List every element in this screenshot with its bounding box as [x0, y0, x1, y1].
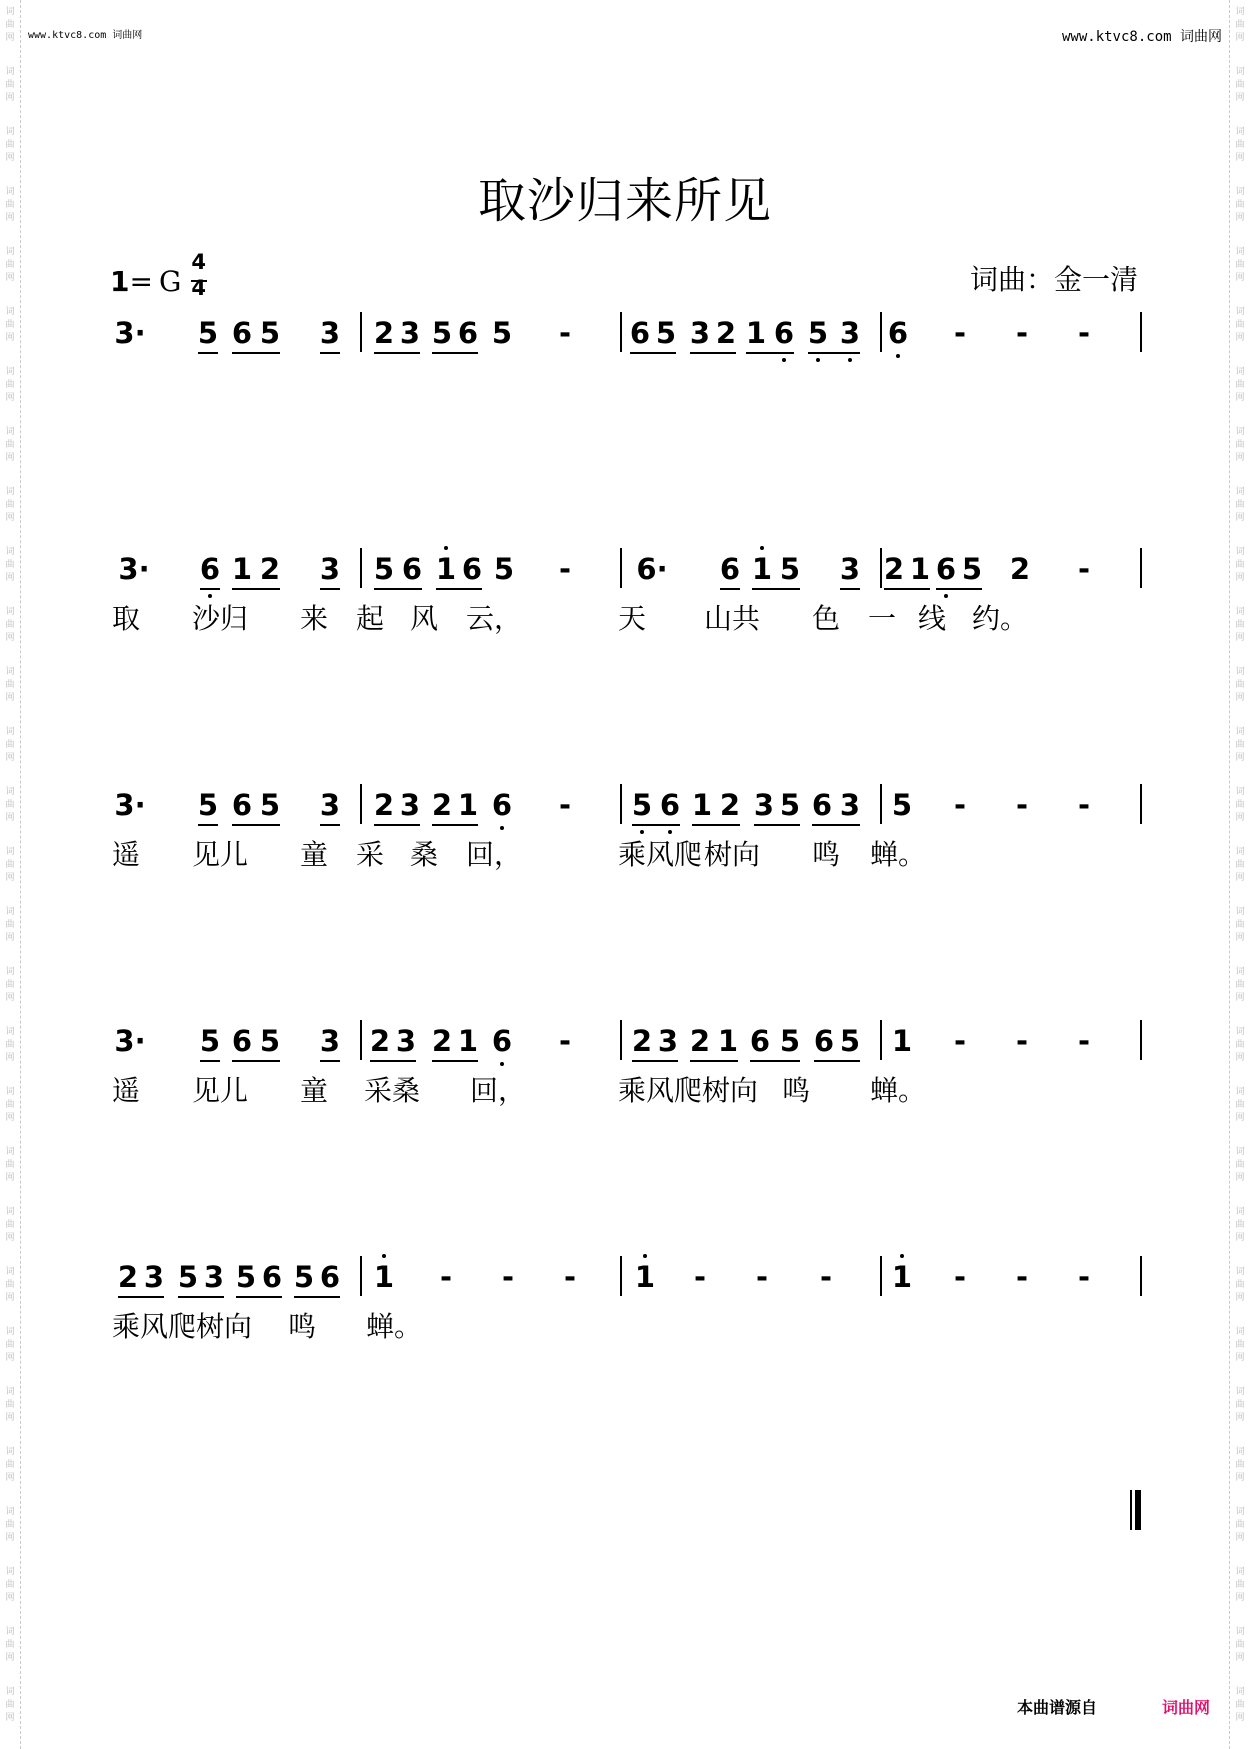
note: 5: [779, 552, 801, 586]
note: 6·: [636, 552, 668, 586]
watermark-mark: 词 曲 网: [5, 1627, 15, 1663]
note: 3: [399, 788, 421, 822]
eighth-beam: [884, 588, 930, 590]
key-tonic: G: [158, 264, 182, 298]
lyric-syllable: 一: [868, 602, 897, 635]
watermark-mark: 词 曲 网: [1235, 1507, 1245, 1543]
watermark-mark: 词 曲 网: [5, 547, 15, 583]
low-octave-dot: [944, 594, 948, 598]
watermark-mark: 词 曲 网: [5, 1387, 15, 1423]
lyric-syllable: 树向: [704, 838, 761, 871]
note: 6: [887, 316, 909, 350]
watermark-mark: 词 曲 网: [1235, 847, 1245, 883]
note: 3: [753, 788, 775, 822]
note: 6: [629, 316, 651, 350]
barline: [1140, 548, 1142, 588]
lyric-syllable: 见儿: [192, 838, 249, 871]
sustain-dash: -: [558, 552, 572, 586]
watermark-mark: 词 曲 网: [1235, 967, 1245, 1003]
eighth-beam: [118, 1296, 164, 1298]
note: 1: [717, 1024, 739, 1058]
note: 2: [373, 316, 395, 350]
watermark-mark: 词 曲 网: [5, 127, 15, 163]
note: 6: [261, 1260, 283, 1294]
watermark-mark: 词 曲 网: [1235, 1027, 1245, 1063]
sustain-dash: -: [693, 1260, 707, 1294]
watermark-mark: 词 曲 网: [5, 667, 15, 703]
sustain-dash: -: [755, 1260, 769, 1294]
lyrics-row: [0, 602, 1250, 642]
eighth-beam: [746, 352, 794, 354]
barline: [620, 548, 622, 588]
sustain-dash: -: [1015, 788, 1029, 822]
low-octave-dot: [208, 594, 212, 598]
note: 5: [259, 788, 281, 822]
watermark-mark: 词 曲 网: [1235, 247, 1245, 283]
note: 2: [715, 316, 737, 350]
note: 2: [431, 788, 453, 822]
note: 5: [493, 552, 515, 586]
watermark-mark: 词 曲 网: [1235, 1087, 1245, 1123]
barline: [360, 784, 362, 824]
note: 3: [319, 552, 341, 586]
note: 1: [457, 788, 479, 822]
eighth-beam: [232, 352, 280, 354]
note: 1: [745, 316, 767, 350]
low-octave-dot: [500, 826, 504, 830]
watermark-mark: 词 曲 网: [5, 1327, 15, 1363]
watermark-mark: 词 曲 网: [1235, 427, 1245, 463]
watermark-mark: 词 曲 网: [1235, 1447, 1245, 1483]
high-octave-dot: [382, 1254, 386, 1258]
watermark-mark: 词 曲 网: [1235, 1327, 1245, 1363]
barline: [360, 1256, 362, 1296]
low-octave-dot: [668, 830, 672, 834]
lyric-syllable: 鸣: [288, 1310, 317, 1343]
watermark-mark: 词 曲 网: [1235, 7, 1245, 43]
watermark-mark: 词 曲 网: [1235, 1387, 1245, 1423]
barline: [360, 548, 362, 588]
note: 5: [891, 788, 913, 822]
note: 2: [631, 1024, 653, 1058]
lyric-syllable: 蝉。: [870, 838, 927, 871]
note: 1: [457, 1024, 479, 1058]
sustain-dash: -: [953, 316, 967, 350]
lyrics-row: [0, 1074, 1250, 1114]
note: 5: [431, 316, 453, 350]
note: 6: [811, 788, 833, 822]
watermark-mark: 词 曲 网: [1235, 667, 1245, 703]
eighth-beam: [198, 824, 218, 826]
watermark-mark: 词 曲 网: [5, 967, 15, 1003]
eighth-beam: [752, 588, 800, 590]
note: 6: [319, 1260, 341, 1294]
eighth-beam: [432, 1060, 478, 1062]
watermark-mark: 词 曲 网: [1235, 547, 1245, 583]
note: 3·: [114, 1024, 146, 1058]
lyric-syllable: 山共: [704, 602, 761, 635]
note: 2: [369, 1024, 391, 1058]
watermark-mark: 词 曲 网: [5, 1567, 15, 1603]
eighth-beam: [432, 824, 478, 826]
note: 1: [435, 552, 457, 586]
barline: [1140, 1020, 1142, 1060]
note: 3: [319, 788, 341, 822]
sustain-dash: -: [563, 1260, 577, 1294]
sustain-dash: -: [953, 1260, 967, 1294]
watermark-mark: 词 曲 网: [1235, 1267, 1245, 1303]
lyric-syllable: 乘风爬树向: [112, 1310, 253, 1343]
note: 6: [461, 552, 483, 586]
note: 3·: [118, 552, 150, 586]
lyric-syllable: 见儿: [192, 1074, 249, 1107]
eighth-beam: [178, 1296, 224, 1298]
sustain-dash: -: [819, 1260, 833, 1294]
lyric-syllable: 云，: [466, 602, 523, 635]
note: 6: [231, 1024, 253, 1058]
note: 3: [839, 316, 861, 350]
eighth-beam: [630, 352, 676, 354]
footer-site-link[interactable]: 词曲网: [1162, 1698, 1211, 1717]
watermark-mark: 词 曲 网: [1235, 487, 1245, 523]
watermark-mark: 词 曲 网: [5, 187, 15, 223]
barline: [620, 1256, 622, 1296]
watermark-mark: 词 曲 网: [5, 67, 15, 103]
eighth-beam: [720, 588, 740, 590]
note: 2: [431, 1024, 453, 1058]
note: 5: [807, 316, 829, 350]
sustain-dash: -: [558, 316, 572, 350]
watermark-mark: 词 曲 网: [1235, 1627, 1245, 1663]
note: 3: [689, 316, 711, 350]
note: 5: [259, 1024, 281, 1058]
note: 3·: [114, 788, 146, 822]
watermark-mark: 词 曲 网: [1235, 127, 1245, 163]
song-title: 取沙归来所见: [477, 173, 772, 229]
note: 2: [117, 1260, 139, 1294]
eighth-beam: [840, 588, 860, 590]
lyric-syllable: 童: [300, 1074, 329, 1107]
lyric-syllable: 约。: [972, 602, 1029, 635]
note: 6: [813, 1024, 835, 1058]
lyric-syllable: 取: [112, 602, 141, 635]
note: 3: [839, 788, 861, 822]
eighth-beam: [690, 352, 736, 354]
note: 5: [839, 1024, 861, 1058]
lyric-syllable: 沙归: [192, 602, 249, 635]
eighth-beam: [320, 588, 340, 590]
eighth-beam: [754, 824, 800, 826]
lyric-syllable: 回，: [470, 1074, 527, 1107]
watermark-mark: 词 曲 网: [5, 907, 15, 943]
lyrics-row: [0, 1310, 1250, 1350]
note: 6: [773, 316, 795, 350]
time-denominator: 4: [191, 276, 206, 300]
site-watermark-left: www.ktvc8.com 词曲网: [28, 30, 143, 41]
watermark-mark: 词 曲 网: [5, 1207, 15, 1243]
note: 1: [231, 552, 253, 586]
low-octave-dot: [896, 354, 900, 358]
barline: [620, 312, 622, 352]
eighth-beam: [232, 588, 280, 590]
watermark-mark: 词 曲 网: [5, 607, 15, 643]
note: 3: [657, 1024, 679, 1058]
watermark-mark: 词 曲 网: [1235, 787, 1245, 823]
note: 3: [203, 1260, 225, 1294]
note: 5: [197, 316, 219, 350]
note: 2: [259, 552, 281, 586]
note: 6: [231, 316, 253, 350]
note: 1: [634, 1260, 656, 1294]
footer-source-label: 本曲谱源自: [1017, 1698, 1098, 1717]
note: 3: [319, 1024, 341, 1058]
barline: [620, 784, 622, 824]
barline: [360, 1020, 362, 1060]
barline: [360, 312, 362, 352]
note: 2: [719, 788, 741, 822]
key-equals: =: [129, 264, 153, 298]
note: 6: [401, 552, 423, 586]
lyric-syllable: 乘风爬: [618, 838, 703, 871]
watermark-mark: 词 曲 网: [5, 1447, 15, 1483]
watermark-mark: 词 曲 网: [5, 727, 15, 763]
watermark-mark: 词 曲 网: [1235, 1687, 1245, 1723]
note: 6: [749, 1024, 771, 1058]
note: 5: [259, 316, 281, 350]
low-octave-dot: [500, 1062, 504, 1066]
sustain-dash: -: [1077, 552, 1091, 586]
watermark-mark: 词 曲 网: [5, 787, 15, 823]
site-watermark-right: www.ktvc8.com 词曲网: [1061, 29, 1222, 45]
sustain-dash: -: [953, 1024, 967, 1058]
lyric-syllable: 采: [356, 838, 385, 871]
credit: 词曲：金一清: [969, 263, 1138, 296]
note: 3: [399, 316, 421, 350]
note: 1: [891, 1024, 913, 1058]
lyric-syllable: 鸣: [782, 1074, 811, 1107]
note: 5: [373, 552, 395, 586]
watermark-mark: 词 曲 网: [5, 307, 15, 343]
note: 6: [199, 552, 221, 586]
note: 5: [961, 552, 983, 586]
note: 5: [197, 788, 219, 822]
eighth-beam: [236, 1296, 282, 1298]
eighth-beam: [374, 352, 420, 354]
watermark-mark: 词 曲 网: [1235, 727, 1245, 763]
note: 6: [659, 788, 681, 822]
watermark-mark: 词 曲 网: [1235, 187, 1245, 223]
note: 5: [779, 1024, 801, 1058]
final-barline: [1130, 1490, 1142, 1530]
eighth-beam: [432, 352, 478, 354]
note: 6: [719, 552, 741, 586]
note: 5: [779, 788, 801, 822]
lyric-syllable: 来: [300, 602, 329, 635]
sustain-dash: -: [501, 1260, 515, 1294]
low-octave-dot: [640, 830, 644, 834]
eighth-beam: [232, 824, 280, 826]
high-octave-dot: [444, 546, 448, 550]
sustain-dash: -: [558, 788, 572, 822]
note: 5: [293, 1260, 315, 1294]
watermark-mark: 词 曲 网: [5, 1267, 15, 1303]
note: 1: [691, 788, 713, 822]
note: 2: [1009, 552, 1031, 586]
eighth-beam: [320, 1060, 340, 1062]
eighth-beam: [320, 824, 340, 826]
note: 6: [491, 1024, 513, 1058]
eighth-beam: [232, 1060, 280, 1062]
note: 6: [231, 788, 253, 822]
barline: [1140, 784, 1142, 824]
watermark-mark: 词 曲 网: [1235, 1567, 1245, 1603]
lyric-syllable: 采桑: [364, 1074, 421, 1107]
note: 3: [319, 316, 341, 350]
lyric-syllable: 线: [918, 602, 947, 635]
watermark-mark: 词 曲 网: [5, 367, 15, 403]
sustain-dash: -: [1077, 316, 1091, 350]
lyric-syllable: 乘风爬树向: [618, 1074, 759, 1107]
eighth-beam: [632, 824, 680, 826]
sustain-dash: -: [1015, 316, 1029, 350]
watermark-mark: 词 曲 网: [5, 847, 15, 883]
low-octave-dot: [782, 358, 786, 362]
note: 2: [373, 788, 395, 822]
note: 5: [199, 1024, 221, 1058]
barline: [880, 1256, 882, 1296]
watermark-mark: 词 曲 网: [5, 487, 15, 523]
low-octave-dot: [848, 358, 852, 362]
sustain-dash: -: [1077, 788, 1091, 822]
eighth-beam: [750, 1060, 800, 1062]
lyric-syllable: 色: [812, 602, 841, 635]
note: 5: [631, 788, 653, 822]
high-octave-dot: [900, 1254, 904, 1258]
watermark-mark: 词 曲 网: [5, 427, 15, 463]
sustain-dash: -: [1015, 1024, 1029, 1058]
lyric-syllable: 遥: [112, 1074, 141, 1107]
note: 3: [395, 1024, 417, 1058]
lyric-syllable: 蝉。: [870, 1074, 927, 1107]
note: 5: [491, 316, 513, 350]
watermark-mark: 词 曲 网: [1235, 67, 1245, 103]
watermark-mark: 词 曲 网: [5, 1147, 15, 1183]
key-degree: 1: [110, 264, 130, 298]
watermark-mark: 词 曲 网: [1235, 367, 1245, 403]
high-octave-dot: [643, 1254, 647, 1258]
eighth-beam: [814, 1060, 860, 1062]
lyrics-row: [0, 838, 1250, 878]
eighth-beam: [690, 1060, 738, 1062]
lyric-syllable: 鸣: [812, 838, 841, 871]
watermark-mark: 词 曲 网: [1235, 1207, 1245, 1243]
eighth-beam: [320, 352, 340, 354]
barline: [880, 312, 882, 352]
barline: [620, 1020, 622, 1060]
watermark-mark: 词 曲 网: [1235, 1147, 1245, 1183]
watermark-mark: 词 曲 网: [5, 247, 15, 283]
eighth-beam: [198, 352, 218, 354]
watermark-mark: 词 曲 网: [1235, 907, 1245, 943]
eighth-beam: [812, 824, 860, 826]
eighth-beam: [370, 1060, 416, 1062]
note: 6: [935, 552, 957, 586]
eighth-beam: [936, 588, 982, 590]
eighth-beam: [200, 1060, 220, 1062]
sustain-dash: -: [439, 1260, 453, 1294]
high-octave-dot: [760, 546, 764, 550]
sustain-dash: -: [1077, 1260, 1091, 1294]
watermark-mark: 词 曲 网: [5, 1027, 15, 1063]
note: 5: [235, 1260, 257, 1294]
sustain-dash: -: [1077, 1024, 1091, 1058]
lyric-syllable: 桑: [410, 838, 439, 871]
note: 1: [891, 1260, 913, 1294]
key-signature: [110, 250, 209, 308]
eighth-beam: [692, 824, 740, 826]
note: 1: [909, 552, 931, 586]
time-numerator: 4: [191, 250, 206, 274]
barline: [1140, 312, 1142, 352]
lyric-syllable: 蝉。: [366, 1310, 423, 1343]
note: 3: [143, 1260, 165, 1294]
barline: [880, 784, 882, 824]
note: 3: [839, 552, 861, 586]
note: 1: [751, 552, 773, 586]
barline: [1140, 1256, 1142, 1296]
sustain-dash: -: [1015, 1260, 1029, 1294]
note: 6: [491, 788, 513, 822]
lyric-syllable: 回，: [466, 838, 523, 871]
eighth-beam: [436, 588, 482, 590]
sustain-dash: -: [558, 1024, 572, 1058]
lyric-syllable: 起: [356, 602, 385, 635]
note: 6: [457, 316, 479, 350]
watermark-mark: 词 曲 网: [5, 1087, 15, 1123]
eighth-beam: [632, 1060, 678, 1062]
eighth-beam: [374, 588, 422, 590]
eighth-beam: [374, 824, 420, 826]
note: 3·: [114, 316, 146, 350]
sustain-dash: -: [953, 788, 967, 822]
eighth-beam: [294, 1296, 340, 1298]
time-signature: [189, 250, 209, 308]
eighth-beam: [200, 588, 220, 590]
watermark-mark: 词 曲 网: [5, 1507, 15, 1543]
lyric-syllable: 遥: [112, 838, 141, 871]
note: 1: [373, 1260, 395, 1294]
note: 2: [689, 1024, 711, 1058]
watermark-mark: 词 曲 网: [1235, 607, 1245, 643]
watermark-mark: 词 曲 网: [5, 7, 15, 43]
lyric-syllable: 天: [618, 602, 647, 635]
watermark-mark: 词 曲 网: [1235, 307, 1245, 343]
notation-row: [0, 316, 1250, 376]
watermark-mark: 词 曲 网: [5, 1687, 15, 1723]
barline: [880, 1020, 882, 1060]
note: 5: [655, 316, 677, 350]
low-octave-dot: [816, 358, 820, 362]
lyric-syllable: 童: [300, 838, 329, 871]
note: 2: [883, 552, 905, 586]
note: 5: [177, 1260, 199, 1294]
lyric-syllable: 风: [410, 602, 439, 635]
eighth-beam: [808, 352, 860, 354]
